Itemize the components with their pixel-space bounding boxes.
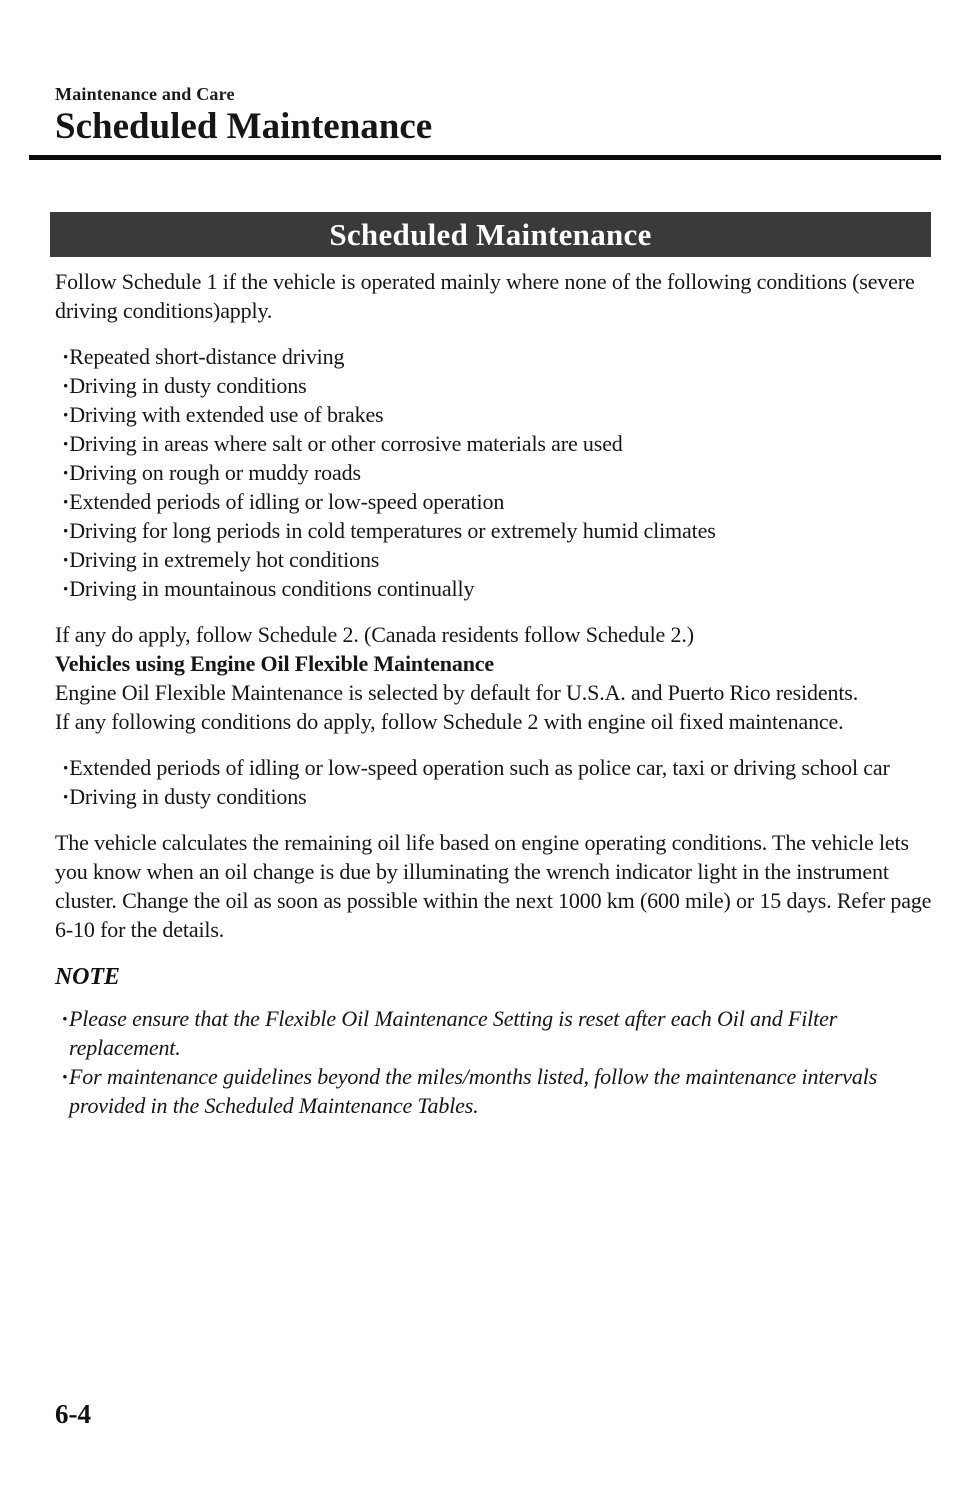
bullet-marker: · — [62, 372, 70, 398]
list-item-text: Driving in extremely hot conditions — [69, 546, 380, 572]
chapter-label: Maintenance and Care — [55, 84, 235, 104]
severe-conditions-list — [55, 342, 939, 603]
bullet-marker: · — [62, 488, 70, 514]
list-item-text: Driving in dusty conditions — [69, 783, 307, 809]
bullet-marker: · — [62, 430, 70, 456]
bullet-marker: · — [62, 783, 70, 809]
flexible-default-paragraph: Engine Oil Flexible Maintenance is selected by default for U.S.A. and Puerto Rico residents. — [55, 679, 859, 705]
bullet-marker: · — [62, 517, 70, 543]
flexible-maintenance-section — [55, 620, 939, 736]
list-item-text: Extended periods of idling or low-speed operation — [69, 488, 505, 514]
fixed-conditions-list — [55, 753, 939, 811]
oil-life-paragraph: The vehicle calculates the remaining oil life based on engine operating conditions. The vehicle lets you know when an oil change is due by illuminating the wrench indicator light in the instrument cluster. Change the oil as soon as possible within the next 1000 km (600 mile) or 15 days. Refer page 6-10 for the details. — [55, 829, 932, 942]
bullet-marker: · — [62, 1005, 68, 1031]
list-item — [55, 516, 939, 545]
list-item — [55, 371, 939, 400]
bullet-marker: · — [62, 343, 70, 369]
list-item-text: For maintenance guidelines beyond the miles/months listed, follow the maintenance intervals provided in the Scheduled Maintenance Tables. — [69, 1063, 878, 1118]
intro-paragraph: Follow Schedule 1 if the vehicle is operated mainly where none of the following conditions (severe driving conditions)apply. — [55, 268, 915, 323]
list-item — [55, 545, 939, 574]
list-item — [55, 342, 939, 371]
header-divider — [29, 155, 941, 160]
section-banner: Scheduled Maintenance — [50, 212, 931, 257]
body-content — [55, 267, 939, 1120]
list-item-text: Driving in dusty conditions — [69, 372, 307, 398]
flexible-maintenance-heading: Vehicles using Engine Oil Flexible Maintenance — [55, 650, 495, 676]
list-item — [55, 429, 939, 458]
list-item-text: Driving with extended use of brakes — [69, 401, 384, 427]
list-item — [55, 1062, 939, 1120]
list-item — [55, 487, 939, 516]
list-item-text: Repeated short-distance driving — [69, 343, 345, 369]
note-heading: NOTE — [55, 963, 120, 990]
page-title: Scheduled Maintenance — [55, 106, 433, 147]
schedule2-note: If any do apply, follow Schedule 2. (Canada residents follow Schedule 2.) — [55, 621, 694, 647]
list-item — [55, 574, 939, 603]
list-item-text: Driving in mountainous conditions continually — [69, 575, 475, 601]
list-item-text: Please ensure that the Flexible Oil Maintenance Setting is reset after each Oil and Filter replacement. — [69, 1005, 838, 1060]
list-item — [55, 782, 939, 811]
list-item — [55, 400, 939, 429]
list-item-text: Extended periods of idling or low-speed operation such as police car, taxi or driving school car — [69, 754, 890, 780]
list-item — [55, 753, 939, 782]
list-item — [55, 1004, 939, 1062]
bullet-marker: · — [62, 754, 70, 780]
list-item — [55, 458, 939, 487]
bullet-marker: · — [62, 1063, 68, 1089]
bullet-marker: · — [62, 459, 70, 485]
page-number: 6-4 — [55, 1399, 91, 1429]
bullet-marker: · — [62, 401, 70, 427]
list-item-text: Driving on rough or muddy roads — [69, 459, 361, 485]
bullet-marker: · — [62, 546, 70, 572]
fixed-maintenance-paragraph: If any following conditions do apply, follow Schedule 2 with engine oil fixed maintenance. — [55, 708, 844, 734]
list-item-text: Driving for long periods in cold temperatures or extremely humid climates — [69, 517, 716, 543]
note-list — [55, 1004, 939, 1120]
running-header — [55, 84, 940, 148]
list-item-text: Driving in areas where salt or other corrosive materials are used — [69, 430, 623, 456]
bullet-marker: · — [62, 575, 70, 601]
